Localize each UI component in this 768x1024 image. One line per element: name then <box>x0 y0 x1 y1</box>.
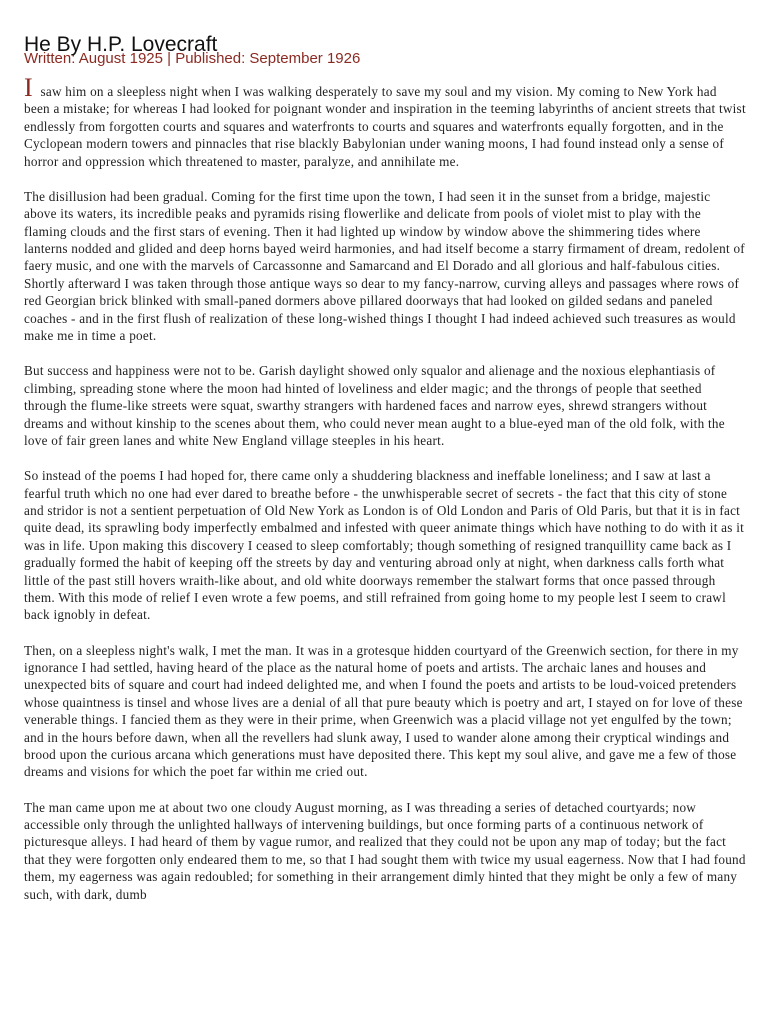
document-subtitle: Written: August 1925 | Published: September 1926 <box>24 50 361 67</box>
document-title: He By H.P. Lovecraft <box>24 33 218 56</box>
drop-cap: I <box>24 73 33 102</box>
paragraph-1-text: saw him on a sleepless night when I was walking desperately to save my soul and my vision. My coming to New York had been a mistake; for whereas I had looked for poignant wonder and inspiration in the teeming labyrinths of ancient streets that twist endlessly from forgotten courts and squares and waterfronts to courts and squares and waterfronts equally forgotten, and in the Cyclopean modern towers and pinnacles that rise blackly Babylonian under waning moons, I had found instead only a sense of horror and oppression which threatened to master, paralyze, and annihilate me. <box>24 84 746 169</box>
document-body <box>24 73 746 921</box>
paragraph-4: So instead of the poems I had hoped for, there came only a shuddering blackness and ineffable loneliness; and I saw at last a fearful truth which no one had ever dared to breathe before - the unwhisperable secret of secrets - the fact that this city of stone and stridor is not a sentient perpetuation of Old New York as London is of Old London and Paris of Old Paris, but that it is in fact quite dead, its sprawling body imperfectly embalmed and infested with queer animate things which have nothing to do with it as it was in life. Upon making this discovery I ceased to sleep comfortably; though something of resigned tranquillity came back as I gradually formed the habit of keeping off the streets by day and venturing abroad only at night, when darkness calls forth what little of the past still hovers wraith-like about, and old white doorways remember the stalwart forms that once passed through them. With this mode of relief I even wrote a few poems, and still refrained from going home to my people lest I seem to crawl back ignobly in defeat. <box>24 468 745 623</box>
paragraph-2: The disillusion had been gradual. Coming for the first time upon the town, I had seen it in the sunset from a bridge, majestic above its waters, its incredible peaks and pyramids rising flowerlike and delicate from pools of violet mist to play with the flaming clouds and the first stars of evening. Then it had lighted up window by window above the shimmering tides where lanterns nodded and glided and deep horns bayed weird harmonies, and had itself become a starry firmament of dream, redolent of faery music, and one with the marvels of Carcassonne and Samarcand and El Dorado and all glorious and half-fabulous cities. Shortly afterward I was taken through those antique ways so dear to my fancy-narrow, curving alleys and passages where rows of red Georgian brick blinked with small-paned dormers above pillared doorways that had looked on gilded sedans and paneled coaches - and in the first flush of realization of these long-wished things I thought I had indeed achieved such treasures as would make me in time a poet. <box>24 188 745 344</box>
paragraph-3: But success and happiness were not to be. Garish daylight showed only squalor and alienage and the noxious elephantiasis of climbing, spreading stone where the moon had hinted of loveliness and elder magic; and the throngs of people that seethed through the flume-like streets were squat, swarthy strangers with hardened faces and narrow eyes, shrewd strangers without dreams and without kinship to the scenes about them, who could never mean aught to a blue-eyed man of the old folk, with the love of fair green lanes and white New England village steeples in his heart. <box>24 363 725 448</box>
paragraph-5: Then, on a sleepless night's walk, I met the man. It was in a grotesque hidden courtyard of the Greenwich section, for there in my ignorance I had settled, having heard of the place as the natural home of poets and artists. The archaic lanes and houses and unexpected bits of square and court had indeed delighted me, and when I found the poets and artists to be loud-voiced pretenders whose quaintness is tinsel and whose lives are a denial of all that pure beauty which is poetry and art, I stayed on for love of these venerable things. I fancied them as they were in their prime, when Greenwich was a placid village not yet engulfed by the town; and in the hours before dawn, when all the revellers had slunk away, I used to wander alone among their cryptical windings and brood upon the curious arcana which generations must have deposited there. This kept my soul alive, and gave me a few of those dreams and visions for which the poet far within me cried out. <box>24 642 743 780</box>
paragraph-1 <box>24 73 746 170</box>
paragraph-6: The man came upon me at about two one cloudy August morning, as I was threading a series of detached courtyards; now accessible only through the unlighted hallways of intervening buildings, but once forming parts of a continuous network of picturesque alleys. I had heard of them by vague rumor, and realized that they could not be upon any map of today; but the fact that they were forgotten only endeared them to me, so that I had sought them with twice my usual eagerness. Now that I had found them, my eagerness was again redoubled; for something in their arrangement dimly hinted that they might be only a few of many such, with dark, dumb <box>24 799 746 902</box>
